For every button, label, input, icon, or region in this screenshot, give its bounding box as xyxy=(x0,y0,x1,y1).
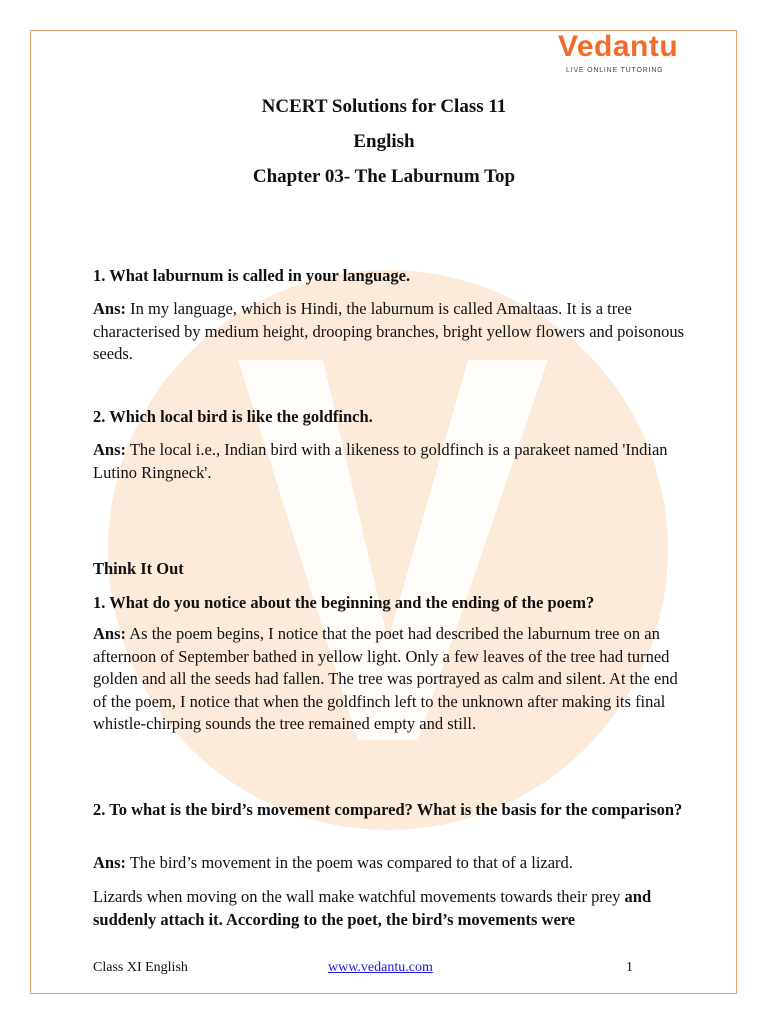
answer-label: Ans: xyxy=(93,299,127,318)
doc-title-line3: Chapter 03- The Laburnum Top xyxy=(252,166,516,187)
answer-1 xyxy=(93,298,687,366)
doc-title-line2: English xyxy=(353,131,415,152)
answer-4 xyxy=(93,852,687,875)
doc-title-line1: NCERT Solutions for Class 11 xyxy=(261,96,507,117)
answer-3 xyxy=(93,623,687,736)
answer-label: Ans: xyxy=(93,853,127,872)
logo-wordmark: Vedantu xyxy=(558,30,679,63)
website-link[interactable]: www.vedantu.com xyxy=(328,960,433,975)
answer-text: The local i.e., Indian bird with a likeness to goldfinch is a parakeet named 'Indian Lutino Ringneck'. xyxy=(93,440,668,482)
vedantu-logo xyxy=(552,30,679,78)
page-number: 1 xyxy=(626,960,633,975)
answer-text: The bird’s movement in the poem was compared to that of a lizard. xyxy=(129,853,573,872)
footer-left: Class XI English xyxy=(93,960,188,975)
question-3: 1. What do you notice about the beginning and the ending of the poem? xyxy=(93,593,595,612)
footer-website xyxy=(328,960,433,976)
section-heading: Think It Out xyxy=(93,559,184,578)
answer-2 xyxy=(93,439,687,484)
answer-text: In my language, which is Hindi, the laburnum is called Amaltaas. It is a tree characterised by medium height, drooping branches, bright yellow flowers and poisonous seeds. xyxy=(93,299,685,363)
paragraph-line-bold: and suddenly attach it. According to the poet, the bird’s movements were xyxy=(93,887,652,929)
question-2: 2. Which local bird is like the goldfinch. xyxy=(93,407,373,426)
question-1: 1. What laburnum is called in your language. xyxy=(93,266,411,285)
question-4: 2. To what is the bird’s movement compared? What is the basis for the comparison? xyxy=(93,800,683,819)
answer-label: Ans: xyxy=(93,624,127,643)
logo-tagline: LIVE ONLINE TUTORING xyxy=(566,67,664,74)
answer-text: As the poem begins, I notice that the poet had described the laburnum tree on an afternoon of September bathed in yellow light. Only a few leaves of the tree had turned golden and all the seeds had fallen. The tree was portrayed as calm and silent. At the end of the poem, I notice that when the goldfinch left to the unknown after making its final whistle-chirping sounds the tree remained empty and still. xyxy=(93,624,678,733)
answer-label: Ans: xyxy=(93,440,127,459)
paragraph-line: Lizards when moving on the wall make watchful movements towards their prey xyxy=(93,887,621,906)
answer-4-paragraph-2 xyxy=(93,886,687,931)
